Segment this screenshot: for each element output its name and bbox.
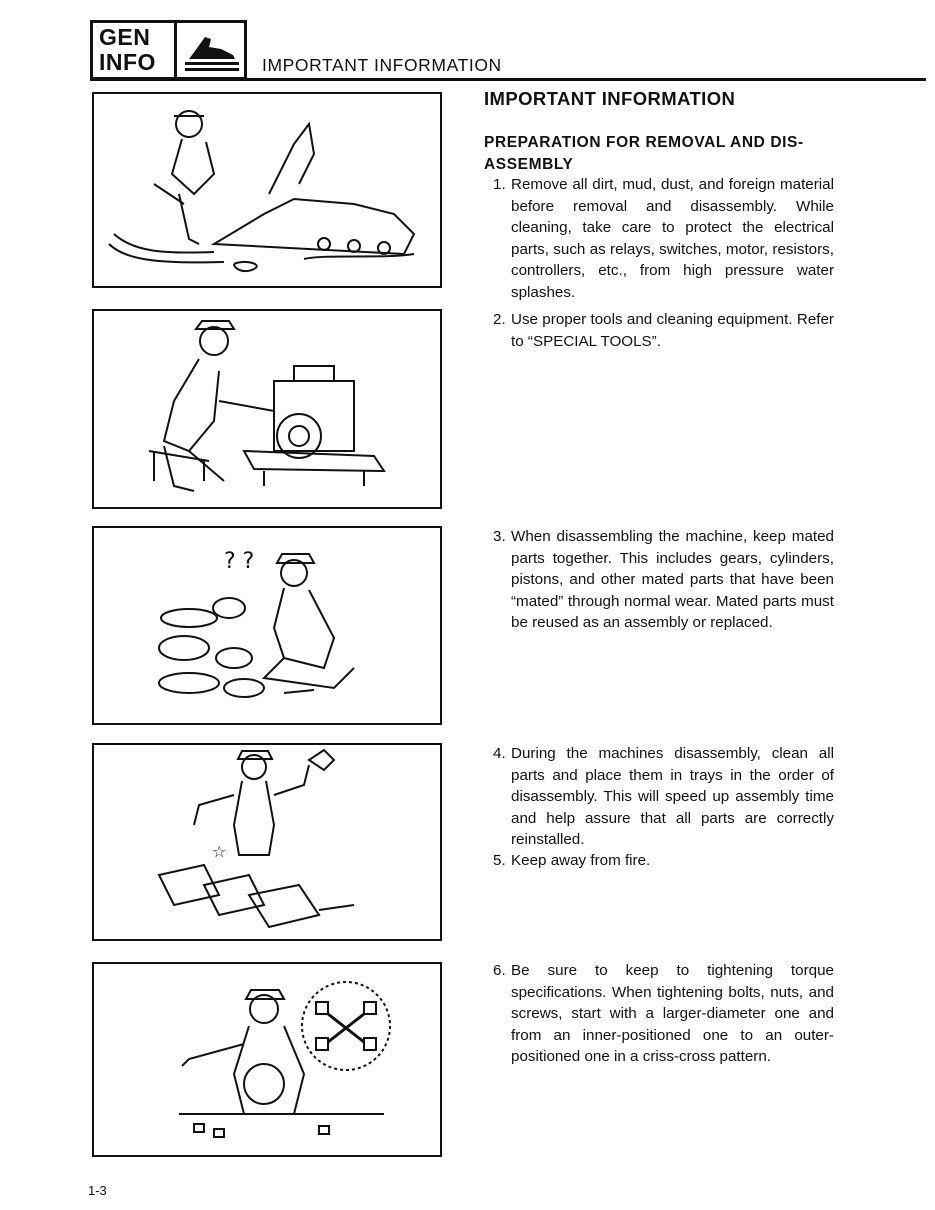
item-text: During the machines disassembly, clean all parts and place them in trays in the order of disassembly. This will speed up assembly time and help assure that all parts are correctly reinstalled. — [511, 745, 834, 848]
badge-line-1: GEN — [99, 24, 151, 50]
svg-text:? ?: ? ? — [224, 549, 255, 574]
page-number: 1-3 — [88, 1183, 107, 1198]
section-title: IMPORTANT INFORMATION — [484, 88, 736, 109]
list-item-5 — [484, 850, 834, 872]
header-rule — [90, 78, 926, 81]
badge-line-2: INFO — [99, 49, 156, 75]
section-subtitle: PREPARATION FOR REMOVAL AND DIS-ASSEMBLY — [484, 134, 804, 173]
svg-text:☆: ☆ — [212, 842, 227, 861]
item-text: Use proper tools and cleaning equipment. Refer to “SPECIAL TOOLS”. — [511, 311, 834, 350]
item-number: 1. — [493, 176, 506, 193]
item-number: 2. — [493, 311, 506, 328]
mechanic-cleaning-snowmobile-illustration — [92, 92, 442, 288]
mechanic-with-parts-trays-illustration — [92, 743, 442, 941]
header-title: IMPORTANT INFORMATION — [262, 55, 502, 75]
item-number: 5. — [493, 852, 506, 869]
item-text: Keep away from fire. — [511, 852, 651, 869]
mechanic-tightening-bolts-crisscross-illustration — [92, 962, 442, 1157]
list-item-2 — [484, 309, 834, 352]
section-badge — [90, 20, 247, 80]
item-number: 3. — [493, 528, 506, 545]
item-number: 6. — [493, 962, 506, 979]
list-item-1 — [484, 174, 834, 303]
list-item-4 — [484, 743, 834, 851]
list-item-6 — [484, 960, 834, 1068]
item-text: Be sure to keep to tightening torque specifications. When tightening bolts, nuts, and screws, start with a larger-diameter one and from an inner-positioned one to an outer-positioned one in a criss-cross pattern. — [511, 962, 834, 1065]
item-text: Remove all dirt, mud, dust, and foreign material before removal and disassembly. While cleaning, take care to protect the electrical parts, such as relays, switches, motor, resistors, controllers, etc., from high pressure water splashes. — [511, 176, 834, 301]
item-text: When disassembling the machine, keep mated parts together. This includes gears, cylinders, pistons, and other mated parts that have been “mated” through normal wear. Mated parts must be reused as an assembly or replaced. — [511, 528, 834, 631]
mechanic-with-engine-on-bench-illustration — [92, 309, 442, 509]
snowmobile-icon — [181, 29, 243, 73]
mechanic-with-mated-parts-illustration — [92, 526, 442, 725]
list-item-3 — [484, 526, 834, 634]
item-number: 4. — [493, 745, 506, 762]
badge-code — [93, 23, 177, 77]
